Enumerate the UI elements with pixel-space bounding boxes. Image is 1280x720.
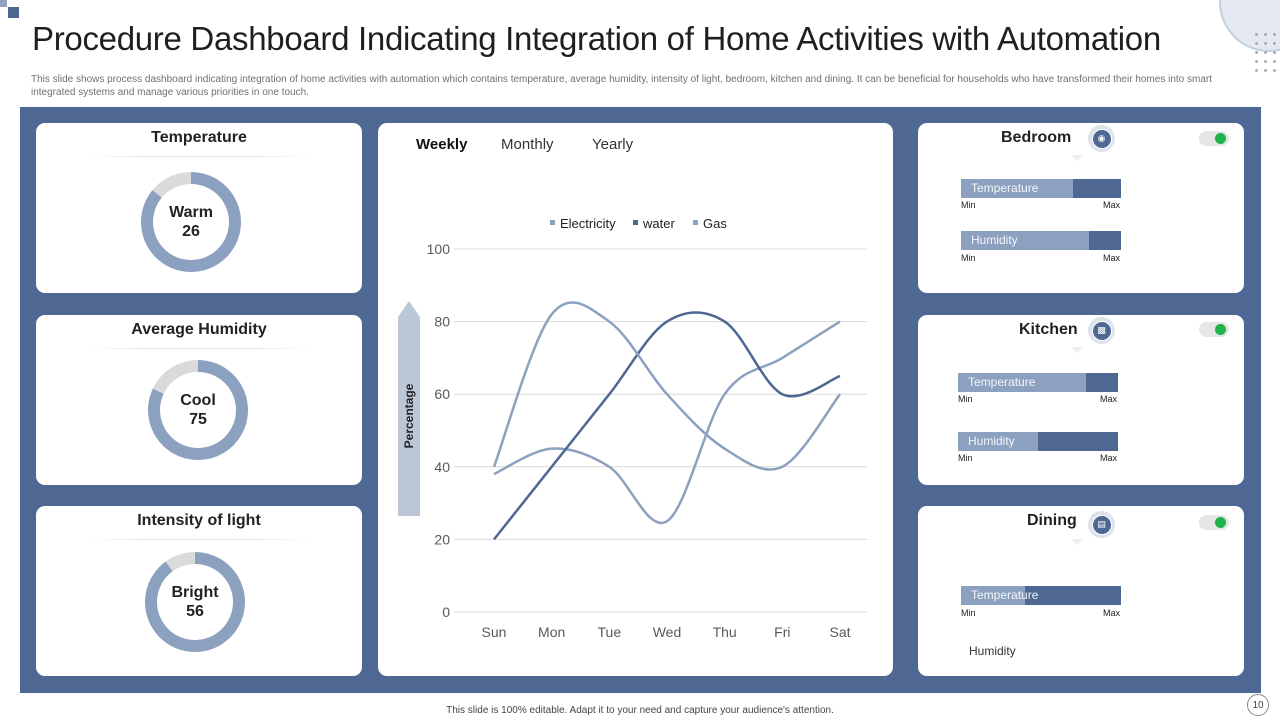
y-tick-label: 60 (434, 386, 450, 403)
tab-yearly[interactable]: Yearly (592, 136, 634, 153)
y-tick-label: 80 (434, 313, 450, 330)
title-notch (1071, 347, 1083, 353)
slide-title: Procedure Dashboard Indicating Integration of Home Activities with Automation (32, 20, 1161, 57)
toggle-knob (1215, 517, 1226, 528)
toggle-knob (1215, 133, 1226, 144)
bed-icon: ◉ (1088, 125, 1115, 152)
legend-label: water (643, 216, 675, 231)
x-tick-label: Sat (829, 624, 851, 640)
dining-temperature-label: Temperature (971, 588, 1039, 602)
temperature-value: 26 (182, 223, 200, 240)
chart-card (378, 123, 893, 676)
humidity-title: Average Humidity (131, 321, 267, 338)
y-axis-label: Percentage (402, 383, 416, 449)
dining-title: Dining (1027, 512, 1077, 529)
temperature-donut (141, 172, 241, 272)
max-label: Max (1103, 253, 1121, 263)
corner-square-small (0, 0, 7, 7)
temperature-title: Temperature (151, 129, 247, 146)
y-tick-label: 100 (426, 241, 450, 257)
light-value: 56 (186, 603, 204, 620)
dot-grid-decoration (1252, 30, 1280, 76)
y-tick-label: 0 (442, 604, 450, 620)
bedroom-temperature-bar (961, 179, 1121, 198)
title-notch (1071, 539, 1083, 545)
bedroom-toggle[interactable] (1199, 131, 1229, 146)
bedroom-title: Bedroom (1001, 129, 1072, 146)
dining-card (918, 506, 1244, 676)
line-chart (378, 123, 893, 676)
kitchen-toggle[interactable] (1199, 322, 1229, 337)
dashboard-panel (20, 107, 1261, 693)
kitchen-humidity-label: Humidity (968, 434, 1015, 448)
card-divider (86, 156, 312, 157)
toggle-knob (1215, 324, 1226, 335)
page-number: 10 (1247, 694, 1269, 716)
humidity-value: 75 (189, 411, 207, 428)
tab-monthly[interactable]: Monthly (501, 136, 554, 153)
series-line-electricity (494, 322, 840, 523)
x-tick-label: Mon (538, 624, 566, 640)
kitchen-title: Kitchen (1019, 321, 1078, 338)
light-label: Bright (171, 584, 219, 601)
kitchen-temperature-label: Temperature (968, 375, 1036, 389)
max-label: Max (1100, 453, 1118, 463)
dining-humidity-label: Humidity (969, 644, 1016, 658)
min-label: Min (961, 253, 976, 263)
corner-square (8, 7, 19, 18)
bedroom-temperature-label: Temperature (971, 181, 1039, 195)
kitchen-card (918, 315, 1244, 485)
temperature-label: Warm (169, 204, 213, 221)
y-tick-label: 20 (434, 531, 450, 548)
legend-marker (693, 220, 698, 225)
humidity-label: Cool (180, 392, 216, 409)
x-tick-label: Sun (481, 624, 507, 640)
y-tick-label: 40 (434, 458, 450, 475)
min-label: Min (961, 200, 976, 210)
dining-table-icon: ▤ (1088, 511, 1115, 538)
light-title: Intensity of light (137, 512, 261, 529)
bedroom-card (918, 123, 1244, 293)
x-tick-label: Fri (774, 624, 791, 640)
series-line-gas (494, 302, 840, 469)
x-tick-label: Tue (597, 624, 622, 640)
light-donut (145, 552, 245, 652)
humidity-donut (148, 360, 248, 460)
min-label: Min (961, 608, 976, 618)
card-divider (86, 348, 312, 349)
footer-note: This slide is 100% editable. Adapt it to your need and capture your audience's attention. (446, 705, 834, 716)
x-tick-label: Wed (652, 624, 682, 640)
min-label: Min (958, 394, 973, 404)
max-label: Max (1103, 200, 1121, 210)
max-label: Max (1100, 394, 1118, 404)
dining-toggle[interactable] (1199, 515, 1229, 530)
series-line-water (494, 313, 840, 540)
legend-marker (633, 220, 638, 225)
humidity-card (36, 315, 362, 485)
bedroom-humidity-bar (961, 231, 1121, 250)
dining-temperature-bar (961, 586, 1121, 605)
legend-label: Gas (703, 216, 727, 231)
x-tick-label: Thu (712, 624, 737, 640)
kitchen-humidity-bar (958, 432, 1118, 451)
title-notch (1071, 155, 1083, 161)
bedroom-humidity-label: Humidity (971, 233, 1018, 247)
legend-marker (550, 220, 555, 225)
stove-icon: ▩ (1088, 317, 1115, 344)
tab-weekly[interactable]: Weekly (416, 136, 468, 153)
temperature-card (36, 123, 362, 293)
kitchen-temperature-bar (958, 373, 1118, 392)
min-label: Min (958, 453, 973, 463)
card-divider (86, 539, 312, 540)
max-label: Max (1103, 608, 1121, 618)
light-card (36, 506, 362, 676)
legend-label: Electricity (560, 216, 616, 231)
slide-description: This slide shows process dashboard indicating integration of home activities with automation which contains temperature, average humidity, intensity of light, bedroom, kitchen and dining. It can be beneficial for households who have transformed their homes into smart integrated systems and manage various priorities in one touch. (31, 74, 1213, 98)
